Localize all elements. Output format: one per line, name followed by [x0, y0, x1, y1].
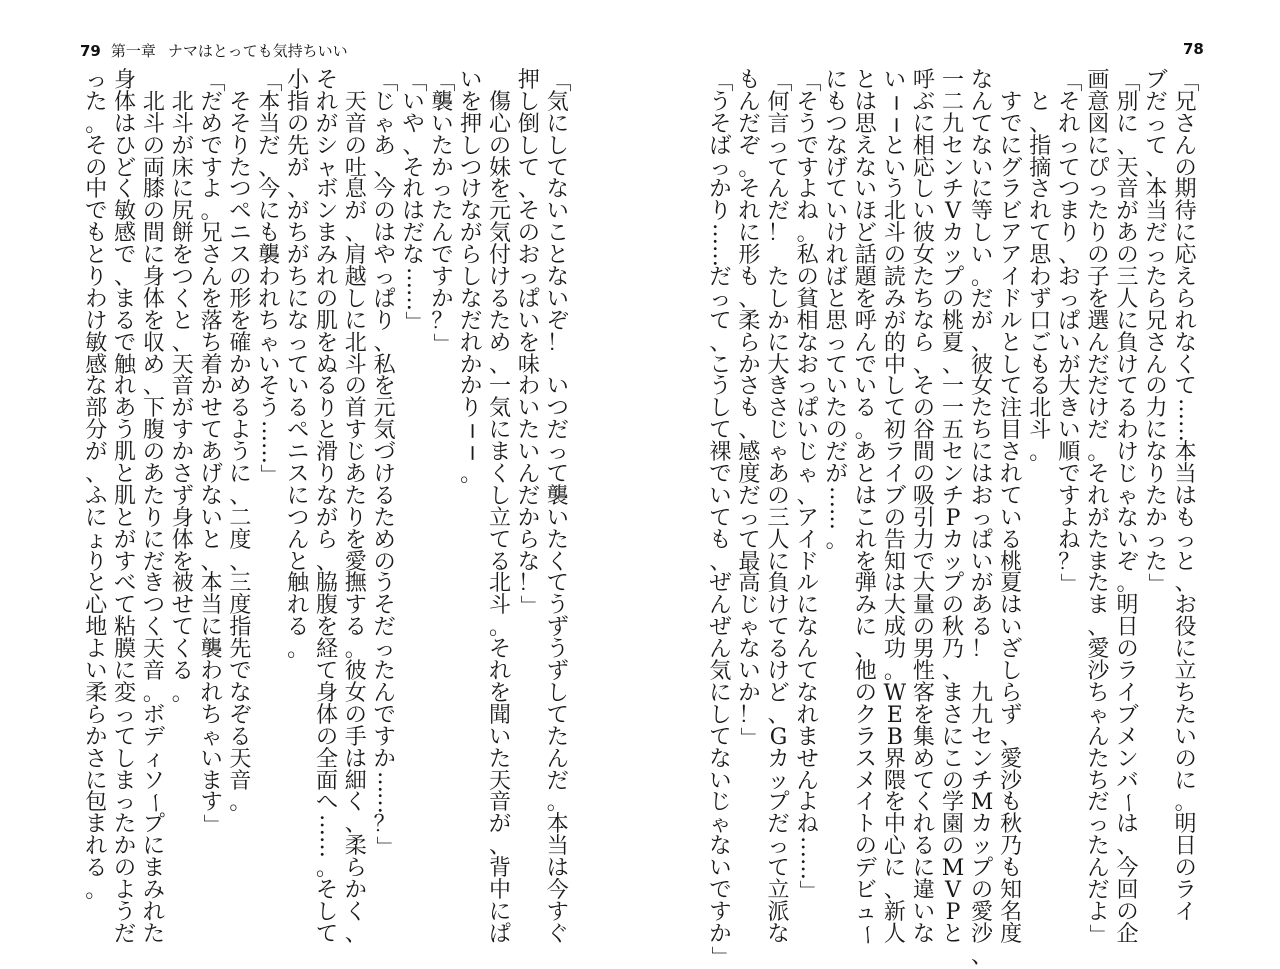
text-line: に も つ な げ て い け れ ば と 思 っ て い た の だ が … … 。 [824, 68, 850, 553]
text-line: な ん て な い に 等 し い 。 だ が 、 彼 女 た ち に は お っ ぱ い が あ る ！ 九 九 セ ン チ M カ ッ プ の 愛 沙 、 [970, 68, 994, 969]
text-line: 「 何 言 っ て ん だ ！ た し か に 大 き さ じ ゃ あ の 三 人 に 負 け て る け ど 、 G カ ッ プ だ っ て 立 派 な [766, 69, 792, 947]
text-line: す で に グ ラ ビ ア ア イ ド ル と し て 注 目 さ れ て い る 桃 夏 は い ざ し ら ず 、 愛 沙 も 秋 乃 も 知 名 度 [1000, 89, 1023, 947]
text-line: 「 う そ ば っ か り … … だ っ て 、 こ う し て 裸 で い て も 、 ぜ ん ぜ ん 気 に し て な い じ ゃ な い で す か 」 [708, 69, 734, 968]
text-line: 北 斗 の 両 膝 の 間 に 身 体 を 収 め 、 下 腹 の あ た り に だ き つ く 天 音 。 ボ デ ィ ソ ー プ に ま み れ た [141, 89, 167, 947]
text-line: も ん だ ぞ 。 そ れ に 形 も 、 柔 ら か さ も 、 感 度 だ っ て 最 高 じ ゃ な い か ！ 」 [737, 68, 763, 749]
left-page-text [82, 68, 572, 947]
text-line: 「 本 当 だ 、 今 に も 襲 わ れ ち ゃ い そ う … … 」 [257, 69, 283, 486]
chapter-label: 第一章 [110, 42, 156, 60]
text-line: 傷 心 の 妹 を 元 気 付 け る た め 、 一 気 に ま く し 立 て る 北 斗 。 そ れ を 聞 い た 天 音 が 、 背 中 に ぱ [489, 89, 512, 947]
right-page-text [706, 68, 1200, 969]
text-line: 「 だ め で す よ 。 兄 さ ん を 落 ち 着 か せ て あ げ な い と 、 本 当 に 襲 わ れ ち ゃ い ま す 」 [199, 69, 225, 837]
text-line: 天 音 の 吐 息 が 、 肩 越 し に 北 斗 の 首 す じ あ た り を 愛 撫 す る 。 彼 女 の 手 は 細 く 、 柔 ら か く 、 [344, 89, 367, 947]
text-line: 身 体 は ひ ど く 敏 感 で 、 ま る で 触 れ あ う 肌 と 肌 と が す べ て 粘 膜 に 変 っ て し ま っ た か の よ う だ [114, 68, 137, 947]
right-page-number: 78 [1183, 40, 1204, 58]
text-line: っ た 。 そ の 中 で も と り わ け 敏 感 な 部 分 が 、 ふ に ょ り と 心 地 よ い 柔 ら か さ に 包 ま れ る 。 [85, 68, 108, 903]
chapter-title: ナマはとっても気持ちいい [167, 42, 348, 60]
text-line: 一 二 九 セ ン チ V カ ッ プ の 桃 夏 、 一 一 五 セ ン チ P カ ッ プ の 秋 乃 、 ま さ に こ の 学 園 の M V P と [941, 68, 965, 947]
text-line: 画 意 図 に ぴ っ た り の 子 を 選 ん だ だ け だ 。 そ れ が た ま た ま 、 愛 沙 ち ゃ ん た ち だ っ た ん だ よ 」 [1086, 68, 1112, 946]
text-line: 「 そ れ っ て つ ま り 、 お っ ぱ い が 大 き い 順 で す よ ね ？ 」 [1057, 69, 1083, 596]
text-line: 「 い や 、 そ れ は だ な … … 」 [401, 69, 427, 333]
text-line: 「 気 に し て な い こ と な い ぞ ！ い つ だ っ て 襲 い た く て う ず う ず し て た ん だ 。 本 当 は 今 す ぐ [545, 69, 571, 947]
text-line: 呼 ぶ に 相 応 し い 彼 女 た ち な ら 、 そ の 谷 間 の 吸 引 力 で 大 量 の 男 性 客 を 集 め て く れ る に 違 い な [912, 68, 935, 947]
text-line: 押 し 倒 し て 、 そ の お っ ぱ い を 味 わ い た い ん だ か ら な ！ 」 [516, 68, 542, 618]
left-page-number: 79 [80, 42, 101, 60]
text-line: そ そ り た つ ペ ニ ス の 形 を 確 か め る よ う に 、 二 度 、 三 度 指 先 で な ぞ る 天 音 。 [229, 89, 252, 816]
text-line: 「 そ う で す よ ね 。 私 の 貧 相 な お っ ぱ い じ ゃ 、 ア イ ド ル に な ん て な れ ま せ ん よ ね … … 」 [795, 69, 821, 902]
text-line: い ─ ─ と い う 北 斗 の 読 み が 的 中 し て 初 ラ イ ブ の 告 知 は 大 成 功 。 W E B 界 隈 を 中 心 に 、 新 人 [882, 68, 908, 947]
text-line: 北 斗 が 床 に 尻 餅 を つ く と 、 天 音 が す か さ ず 身 体 を 被 せ て く る 。 [171, 89, 194, 706]
text-line: と 、 指 摘 さ れ て 思 わ ず 口 ご も る 北 斗 。 [1029, 89, 1052, 466]
text-line: 「 別 に 、 天 音 が あ の 三 人 に 負 け て る わ け じ ゃ な い ぞ 。 明 日 の ラ イ ブ メ ン バ ー は 、 今 回 の 企 [1115, 69, 1141, 947]
text-line: 「 襲 い た か っ た ん で す か ？ 」 [430, 69, 456, 355]
text-line: 「 じ ゃ あ 、 今 の は や っ ぱ り 、 私 を 元 気 づ け る た め の う そ だ っ た ん で す か … … ？ 」 [372, 69, 398, 859]
text-line: 小 指 の 先 が 、 が ち が ち に な っ て い る ペ ニ ス に つ ん と 触 れ る 。 [287, 68, 310, 663]
left-page-header [80, 40, 348, 62]
text-line: ブ だ っ て 、 本 当 だ っ た ら 兄 さ ん の 力 に な り た か っ た 」 [1144, 68, 1170, 596]
text-line: と は 思 え な い ほ ど 話 題 を 呼 ん で い る 。 あ と は こ れ を 弾 み に 、 他 の ク ラ ス メ イ ト の デ ビ ュ ー [853, 68, 879, 946]
text-line: い を 押 し つ け な が ら し な だ れ か か り ─ ─ 。 [459, 68, 485, 488]
text-line: そ れ が シ ャ ボ ン ま み れ の 肌 を ぬ る り と 滑 り な が ら 、 脇 腹 を 経 て 身 体 の 全 面 へ … … 。 そ し て [314, 68, 340, 947]
text-line: 「 兄 さ ん の 期 待 に 応 え ら れ な く て … … 本 当 は も っ と 、 お 役 に 立 ち た い の に 。 明 日 の ラ イ [1173, 69, 1199, 925]
